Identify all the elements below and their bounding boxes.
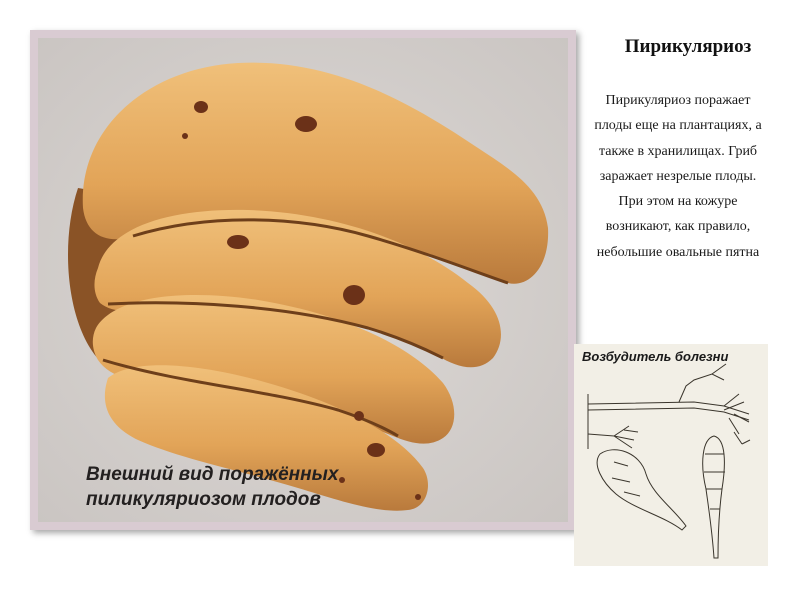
- pathogen-figure: [574, 344, 768, 566]
- page-title: Пирикуляриоз: [624, 36, 752, 57]
- description-text: Пирикуляриоз поражает плоды еще на плантациях, а также в хранилищах. Гриб заражает незрелые плоды. При этом на кожуре возникают, как правило, небольшие овальные пятна: [594, 93, 762, 260]
- banana-photo: [38, 38, 568, 522]
- fruit-photo-frame: [30, 30, 576, 530]
- pathogen-figure-title: Возбудитель болезни: [582, 349, 729, 364]
- photo-caption: Внешний вид поражённых пиликуляриозом плодов: [86, 464, 339, 510]
- fungus-drawing: [574, 344, 768, 566]
- banana-bunch-illustration: [38, 38, 568, 522]
